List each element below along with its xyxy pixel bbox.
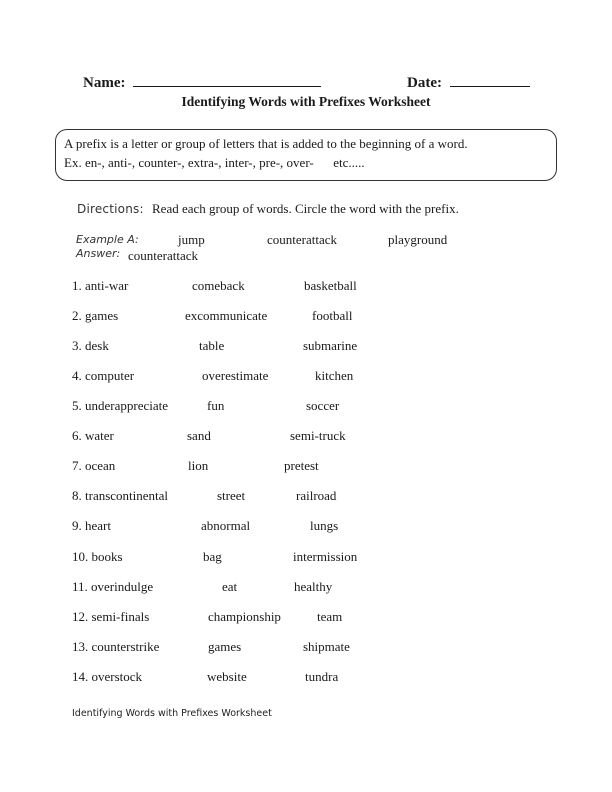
item-1-word-3[interactable]: basketball <box>304 278 357 293</box>
item-word[interactable]: water <box>85 428 114 443</box>
item-9-word-1[interactable] <box>72 518 111 534</box>
item-number: 12. <box>72 609 89 624</box>
item-13-word-2[interactable]: games <box>208 639 242 654</box>
item-11-word-1[interactable] <box>72 579 153 595</box>
example-word-3: playground <box>388 232 448 247</box>
item-number: 13. <box>72 639 89 654</box>
item-number: 9. <box>72 518 82 533</box>
item-word[interactable]: ocean <box>85 458 116 473</box>
item-10-word-3[interactable]: intermission <box>293 549 358 564</box>
item-12-word-3[interactable]: team <box>317 609 343 624</box>
answer-value: counterattack <box>128 248 199 263</box>
item-word[interactable]: heart <box>85 518 111 533</box>
item-7-word-2[interactable]: lion <box>188 458 209 473</box>
date-field <box>407 72 530 92</box>
item-7-word-1[interactable] <box>72 458 115 474</box>
item-8-word-1[interactable] <box>72 488 168 504</box>
item-word[interactable]: counterstrike <box>91 639 160 654</box>
item-14-word-1[interactable] <box>72 669 142 685</box>
item-1-word-1[interactable] <box>72 278 128 294</box>
item-13-word-1[interactable] <box>72 639 159 655</box>
item-10-word-2[interactable]: bag <box>203 549 222 564</box>
item-4-word-1[interactable] <box>72 368 134 384</box>
item-12-word-1[interactable] <box>72 609 149 625</box>
item-word[interactable]: transcontinental <box>85 488 169 503</box>
item-9-word-3[interactable]: lungs <box>310 518 339 533</box>
worksheet-title: Identifying Words with Prefixes Worksheet <box>181 94 431 109</box>
date-label: Date: <box>407 75 442 91</box>
item-5-word-3[interactable]: soccer <box>306 398 340 413</box>
date-blank[interactable] <box>450 72 530 87</box>
definition-line-1: A prefix is a letter or group of letters that is added to the beginning of a word. <box>64 136 468 151</box>
name-blank[interactable] <box>133 72 321 87</box>
item-5-word-2[interactable]: fun <box>207 398 225 413</box>
example-word-1: jump <box>178 232 205 247</box>
item-number: 8. <box>72 488 82 503</box>
item-2-word-1[interactable] <box>72 308 118 324</box>
item-2-word-3[interactable]: football <box>312 308 353 323</box>
item-1-word-2[interactable]: comeback <box>192 278 245 293</box>
item-12-word-2[interactable]: championship <box>208 609 281 624</box>
item-word[interactable]: anti-war <box>85 278 129 293</box>
item-14-word-2[interactable]: website <box>207 669 247 684</box>
item-number: 1. <box>72 278 82 293</box>
item-word[interactable]: semi-finals <box>91 609 150 624</box>
item-6-word-2[interactable]: sand <box>187 428 211 443</box>
item-14-word-3[interactable]: tundra <box>305 669 339 684</box>
item-2-word-2[interactable]: excommunicate <box>185 308 268 323</box>
item-8-word-3[interactable]: railroad <box>296 488 337 503</box>
item-number: 5. <box>72 398 82 413</box>
item-word[interactable]: games <box>85 308 119 323</box>
item-word[interactable]: overindulge <box>91 579 154 594</box>
item-word[interactable]: books <box>91 549 123 564</box>
definition-line-2: Ex. en-, anti-, counter-, extra-, inter-, pre-, over- etc..... <box>64 155 365 170</box>
item-number: 14. <box>72 669 89 684</box>
item-4-word-2[interactable]: overestimate <box>202 368 269 383</box>
item-3-word-2[interactable]: table <box>199 338 225 353</box>
answer-label: Answer: <box>76 247 121 260</box>
item-number: 11. <box>72 579 88 594</box>
item-word[interactable]: computer <box>85 368 135 383</box>
footer-text: Identifying Words with Prefixes Worksheet <box>72 708 272 719</box>
directions-text: Read each group of words. Circle the word with the prefix. <box>152 201 459 216</box>
name-field <box>83 72 321 92</box>
item-6-word-3[interactable]: semi-truck <box>290 428 346 443</box>
item-4-word-3[interactable]: kitchen <box>315 368 354 383</box>
item-number: 2. <box>72 308 82 323</box>
item-word[interactable]: overstock <box>91 669 143 684</box>
item-number: 7. <box>72 458 82 473</box>
example-word-2: counterattack <box>267 232 338 247</box>
item-3-word-3[interactable]: submarine <box>303 338 358 353</box>
item-8-word-2[interactable]: street <box>217 488 246 503</box>
item-5-word-1[interactable] <box>72 398 168 414</box>
item-6-word-1[interactable] <box>72 428 114 444</box>
item-number: 10. <box>72 549 89 564</box>
item-word[interactable]: underappreciate <box>85 398 169 413</box>
directions-label: Directions: <box>77 202 144 216</box>
example-label: Example A: <box>76 233 139 246</box>
item-number: 3. <box>72 338 82 353</box>
item-13-word-3[interactable]: shipmate <box>303 639 350 654</box>
item-11-word-2[interactable]: eat <box>222 579 238 594</box>
item-number: 6. <box>72 428 82 443</box>
item-word[interactable]: desk <box>85 338 109 353</box>
item-7-word-3[interactable]: pretest <box>284 458 319 473</box>
item-3-word-1[interactable] <box>72 338 109 354</box>
item-number: 4. <box>72 368 82 383</box>
item-11-word-3[interactable]: healthy <box>294 579 333 594</box>
name-label: Name: <box>83 75 126 91</box>
item-9-word-2[interactable]: abnormal <box>201 518 251 533</box>
item-10-word-1[interactable] <box>72 549 123 565</box>
